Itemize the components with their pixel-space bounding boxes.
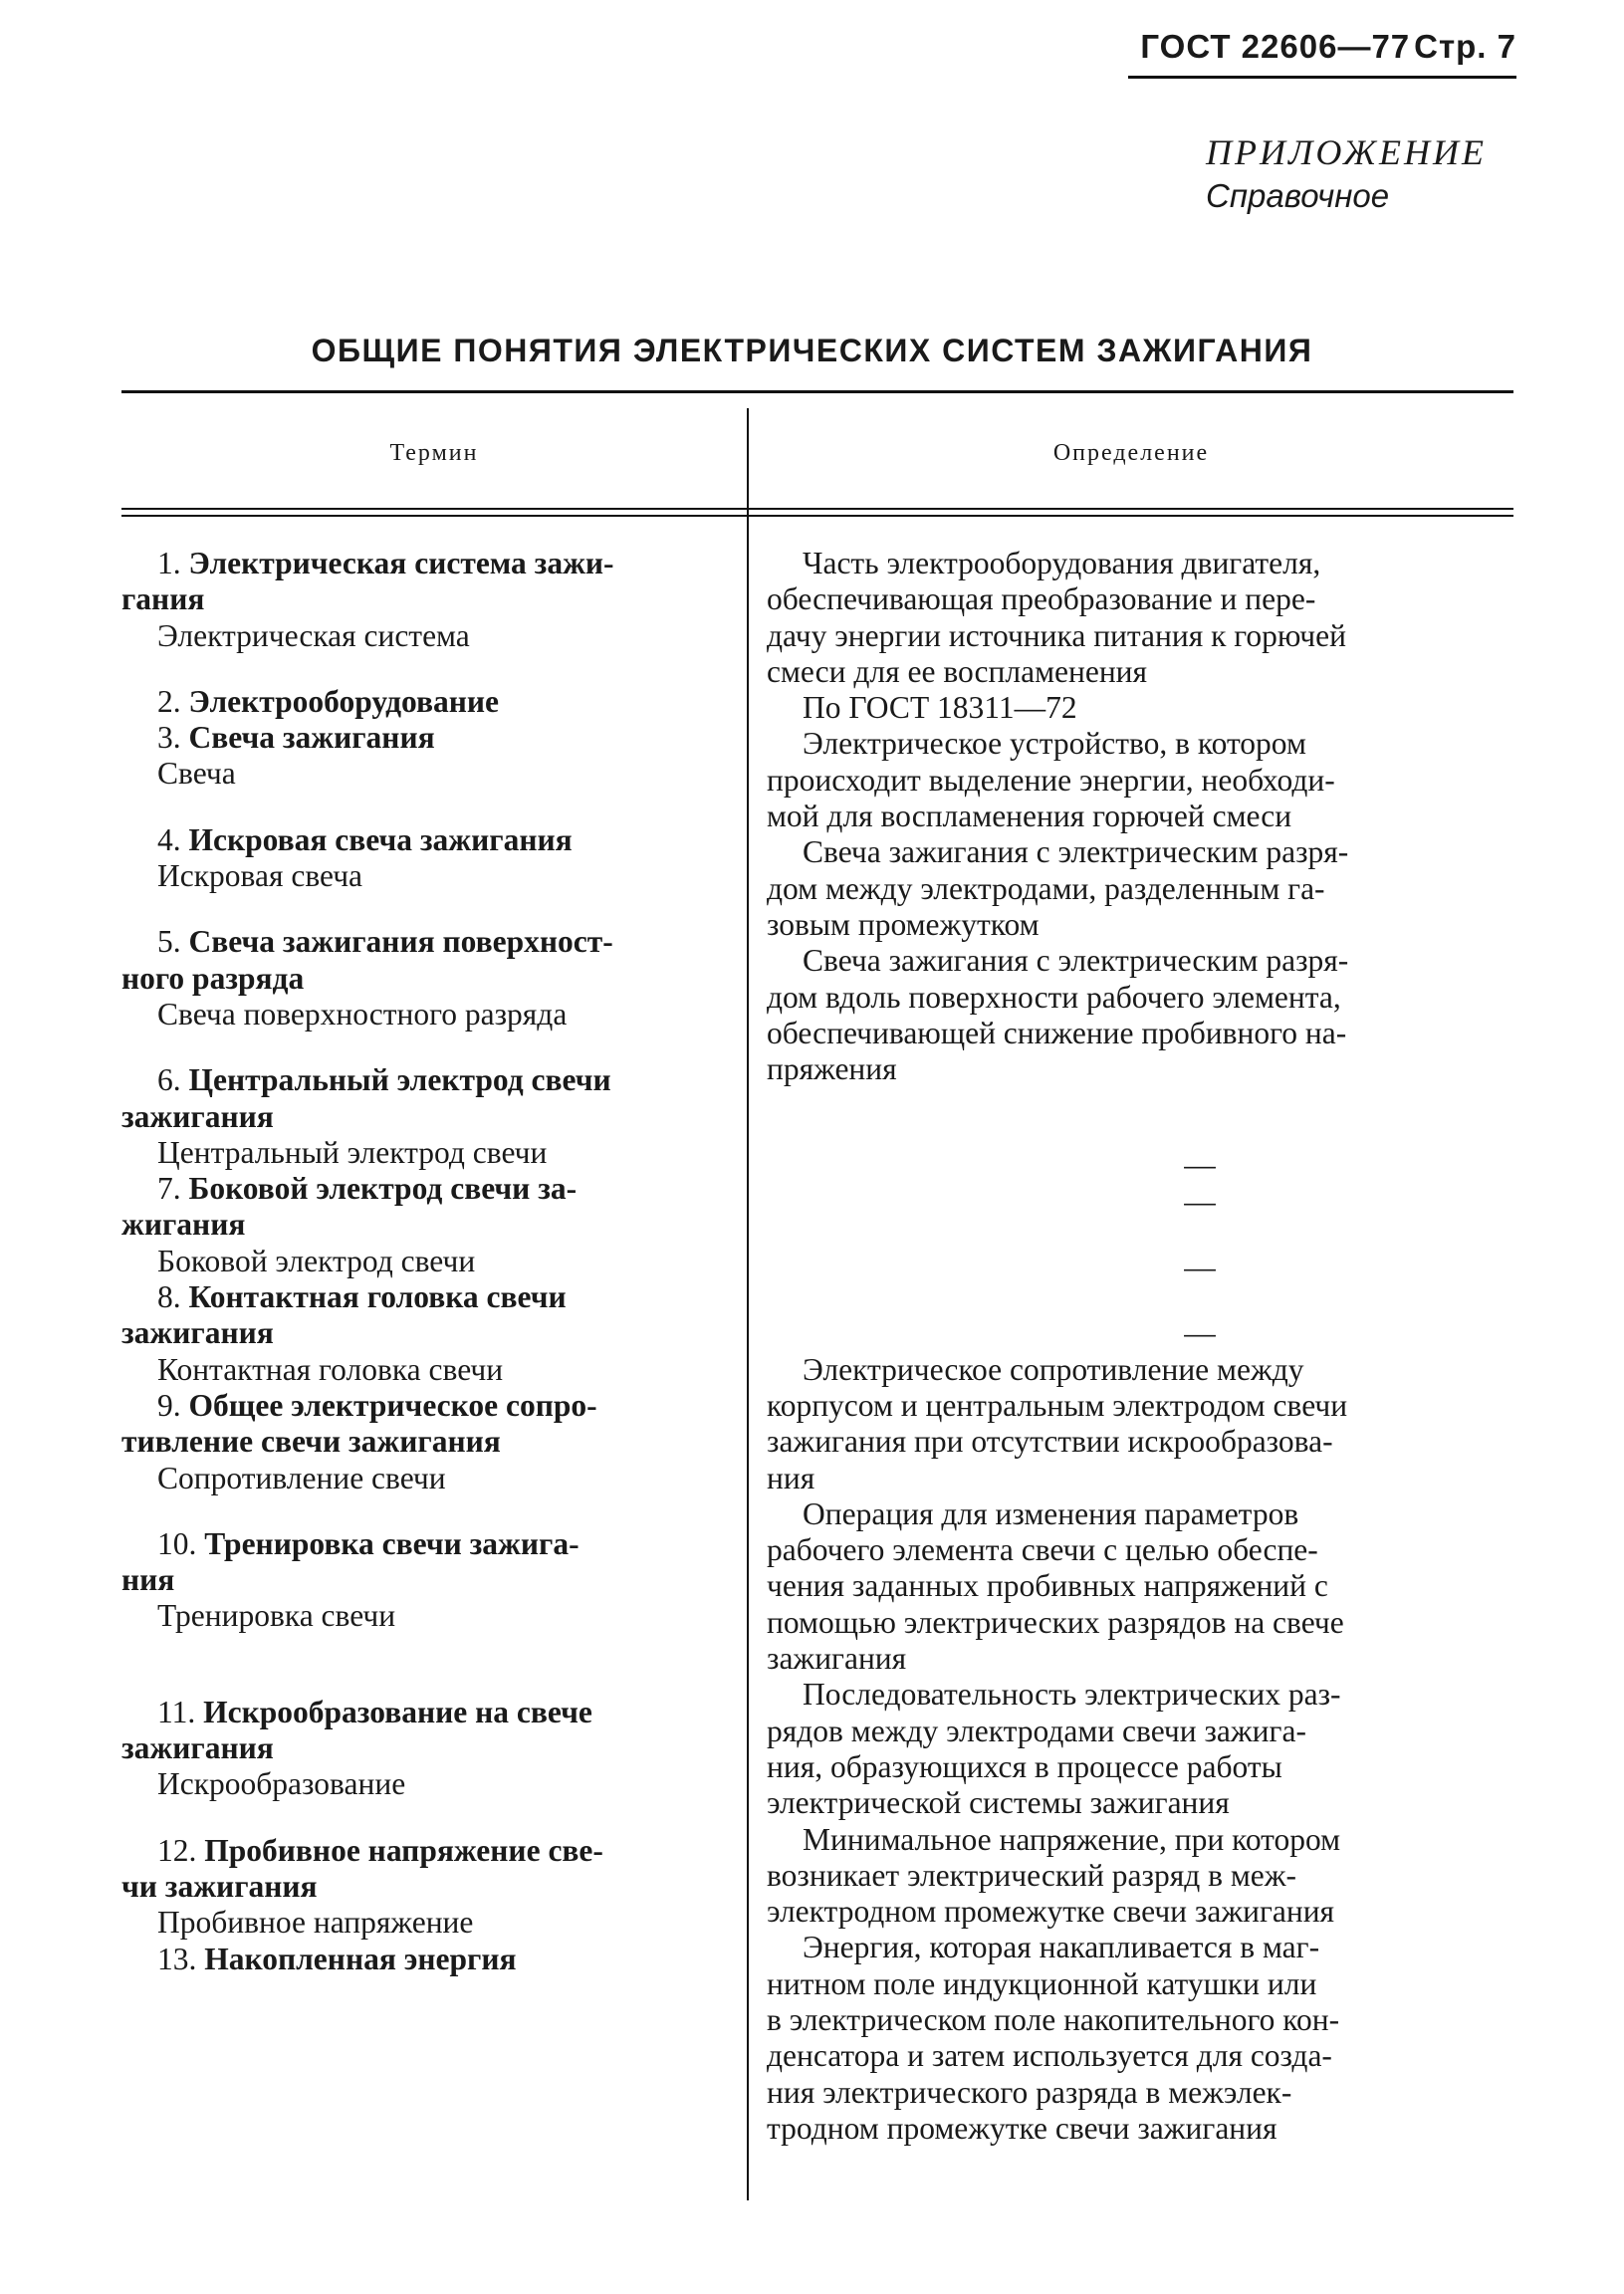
def-1-l3: дачу энергии источника питания к горючей [767, 617, 1346, 653]
def-11-l2: рядов между электродами свечи зажига- [767, 1713, 1306, 1748]
def-9-l3: зажигания при отсутствии искрообразова- [767, 1424, 1333, 1460]
def-12-l2: возникает электрический разряд в меж- [767, 1857, 1297, 1893]
term-5-cont: ного разряда [121, 960, 305, 996]
appendix-subtitle: Справочное [1206, 177, 1390, 214]
def-9-l1: Электрическое сопротивление между [803, 1351, 1304, 1387]
def-1-l4: смеси для ее воспламенения [767, 653, 1148, 689]
term-4: Искровая свеча зажигания [188, 821, 573, 857]
header-rule-2 [121, 515, 1513, 517]
def-4-l1: Свеча зажигания с электрическим разря- [803, 834, 1349, 870]
def-1-l1: Часть электрооборудования двигателя, [803, 546, 1321, 580]
header-rule [1128, 76, 1516, 79]
term-2-line: 2. Электрооборудование [157, 683, 500, 719]
term-11-short: Искрообразование [157, 1766, 406, 1802]
term-1-short: Электрическая система [157, 617, 470, 653]
term-11-line: 11. Искрообразование на свече [157, 1694, 592, 1729]
page-header [1140, 28, 1516, 66]
page-number: Стр. 7 [1414, 28, 1516, 65]
term-8-cont: зажигания [121, 1315, 274, 1351]
def-5-l1: Свеча зажигания с электрическим разря- [803, 943, 1349, 979]
term-10: Тренировка свечи зажига- [204, 1525, 580, 1561]
def-10-l1: Операция для изменения параметров [803, 1495, 1299, 1531]
def-5-l3: обеспечивающей снижение пробивного на- [767, 1015, 1347, 1050]
def-2: По ГОСТ 18311—72 [803, 690, 1077, 726]
term-1-line: 1. Электрическая система зажи- [157, 546, 614, 580]
def-11-l1: Последовательность электрических раз- [803, 1677, 1341, 1713]
term-7-cont: жигания [121, 1207, 246, 1243]
term-3-short: Свеча [157, 756, 236, 792]
term-3-line: 3. Свеча зажигания [157, 720, 435, 756]
def-10-l3: чения заданных пробивных напряжений с [767, 1568, 1328, 1604]
def-10-l2: рабочего элемента свечи с целью обеспе- [767, 1532, 1318, 1568]
def-13-l2: нитном поле индукционной катушки или [767, 1965, 1317, 2001]
term-6-line: 6. Центральный электрод свечи [157, 1062, 611, 1098]
term-2: Электрооборудование [188, 683, 500, 719]
def-7-dash: — [1184, 1183, 1216, 1219]
term-9-cont: тивление свечи зажигания [121, 1424, 501, 1460]
document-title: ОБЩИЕ ПОНЯТИЯ ЭЛЕКТРИЧЕСКИХ СИСТЕМ ЗАЖИГАНИЯ [311, 333, 1313, 368]
term-9: Общее электрическое сопро- [188, 1387, 597, 1423]
terms-column [121, 546, 709, 1977]
def-13-l6: тродном промежутке свечи зажигания [767, 2110, 1277, 2146]
term-7: Боковой электрод свечи за- [188, 1171, 578, 1207]
def-extra-dash: — [1184, 1315, 1216, 1351]
term-8-line: 8. Контактная головка свечи [157, 1279, 567, 1315]
term-13-line: 13. Накопленная энергия [157, 1941, 517, 1976]
term-7-line: 7. Боковой электрод свечи за- [157, 1171, 578, 1207]
def-5-l2: дом вдоль поверхности рабочего элемента, [767, 979, 1341, 1015]
def-13-l1: Энергия, которая накапливается в маг- [803, 1930, 1320, 1965]
def-3-l3: мой для воспламенения горючей смеси [767, 799, 1292, 834]
def-8-dash: — [1184, 1250, 1216, 1285]
term-4-line: 4. Искровая свеча зажигания [157, 821, 573, 857]
table-top-rule [121, 390, 1513, 393]
standard-code: ГОСТ 22606—77 [1140, 28, 1411, 65]
term-8: Контактная головка свечи [188, 1279, 567, 1315]
term-9-short: Сопротивление свечи [157, 1460, 446, 1495]
term-12: Пробивное напряжение све- [204, 1832, 603, 1868]
def-12-l1: Минимальное напряжение, при котором [803, 1821, 1341, 1857]
column-header-term: Термин [389, 440, 479, 466]
appendix-label [1206, 131, 1487, 215]
term-7-short: Боковой электрод свечи [157, 1243, 476, 1278]
term-12-short: Пробивное напряжение [157, 1905, 474, 1941]
def-4-l2: дом между электродами, разделенным га- [767, 870, 1325, 906]
term-5-short: Свеча поверхностного разряда [157, 996, 568, 1032]
term-4-short: Искровая свеча [157, 858, 363, 894]
def-3-l2: происходит выделение энергии, необходи- [767, 762, 1335, 798]
term-3: Свеча зажигания [188, 720, 435, 756]
term-6: Центральный электрод свечи [188, 1062, 611, 1098]
def-13-l3: в электрическом поле накопительного кон- [767, 2001, 1340, 2037]
term-10-short: Тренировка свечи [157, 1598, 396, 1634]
def-9-l2: корпусом и центральным электродом свечи [767, 1387, 1348, 1423]
def-12-l3: электродном промежутке свечи зажигания [767, 1894, 1335, 1930]
term-11: Искрообразование на свече [203, 1694, 592, 1729]
def-1-l2: обеспечивающая преобразование и пере- [767, 581, 1316, 617]
term-6-cont: зажигания [121, 1098, 274, 1134]
term-1: Электрическая система зажи- [188, 546, 614, 580]
def-11-l4: электрической системы зажигания [767, 1785, 1230, 1821]
def-10-l5: зажигания [767, 1641, 907, 1677]
def-9-l4: ния [767, 1460, 815, 1495]
column-divider [747, 408, 749, 2200]
def-4-l3: зовым промежутком [767, 906, 1040, 942]
term-5-line: 5. Свеча зажигания поверхност- [157, 924, 613, 960]
term-13: Накопленная энергия [204, 1941, 517, 1976]
appendix-title: ПРИЛОЖЕНИЕ [1206, 132, 1487, 172]
term-10-cont: ния [121, 1562, 175, 1598]
term-12-cont: чи зажигания [121, 1868, 318, 1904]
column-header-definition: Определение [1052, 440, 1210, 466]
def-13-l4: денсатора и затем используется для созда- [767, 2038, 1332, 2074]
term-1-cont: гания [121, 581, 205, 617]
def-13-l5: ния электрического разряда в межэлек- [767, 2074, 1292, 2110]
term-5: Свеча зажигания поверхност- [188, 924, 613, 960]
term-11-cont: зажигания [121, 1730, 274, 1766]
term-12-line: 12. Пробивное напряжение све- [157, 1832, 603, 1868]
def-11-l3: ния, образующихся в процессе работы [767, 1748, 1282, 1784]
def-6-dash: — [1184, 1147, 1216, 1183]
def-3-l1: Электрическое устройство, в котором [803, 726, 1306, 762]
header-rule-1 [121, 508, 1513, 510]
def-5-l4: пряжения [767, 1051, 897, 1087]
term-6-short: Центральный электрод свечи [157, 1134, 548, 1170]
term-8-short: Контактная головка свечи [157, 1351, 504, 1387]
def-10-l4: помощью электрических разрядов на свече [767, 1604, 1344, 1640]
term-10-line: 10. Тренировка свечи зажига- [157, 1525, 580, 1561]
term-9-line: 9. Общее электрическое сопро- [157, 1387, 597, 1423]
definitions-column [767, 546, 1513, 2147]
